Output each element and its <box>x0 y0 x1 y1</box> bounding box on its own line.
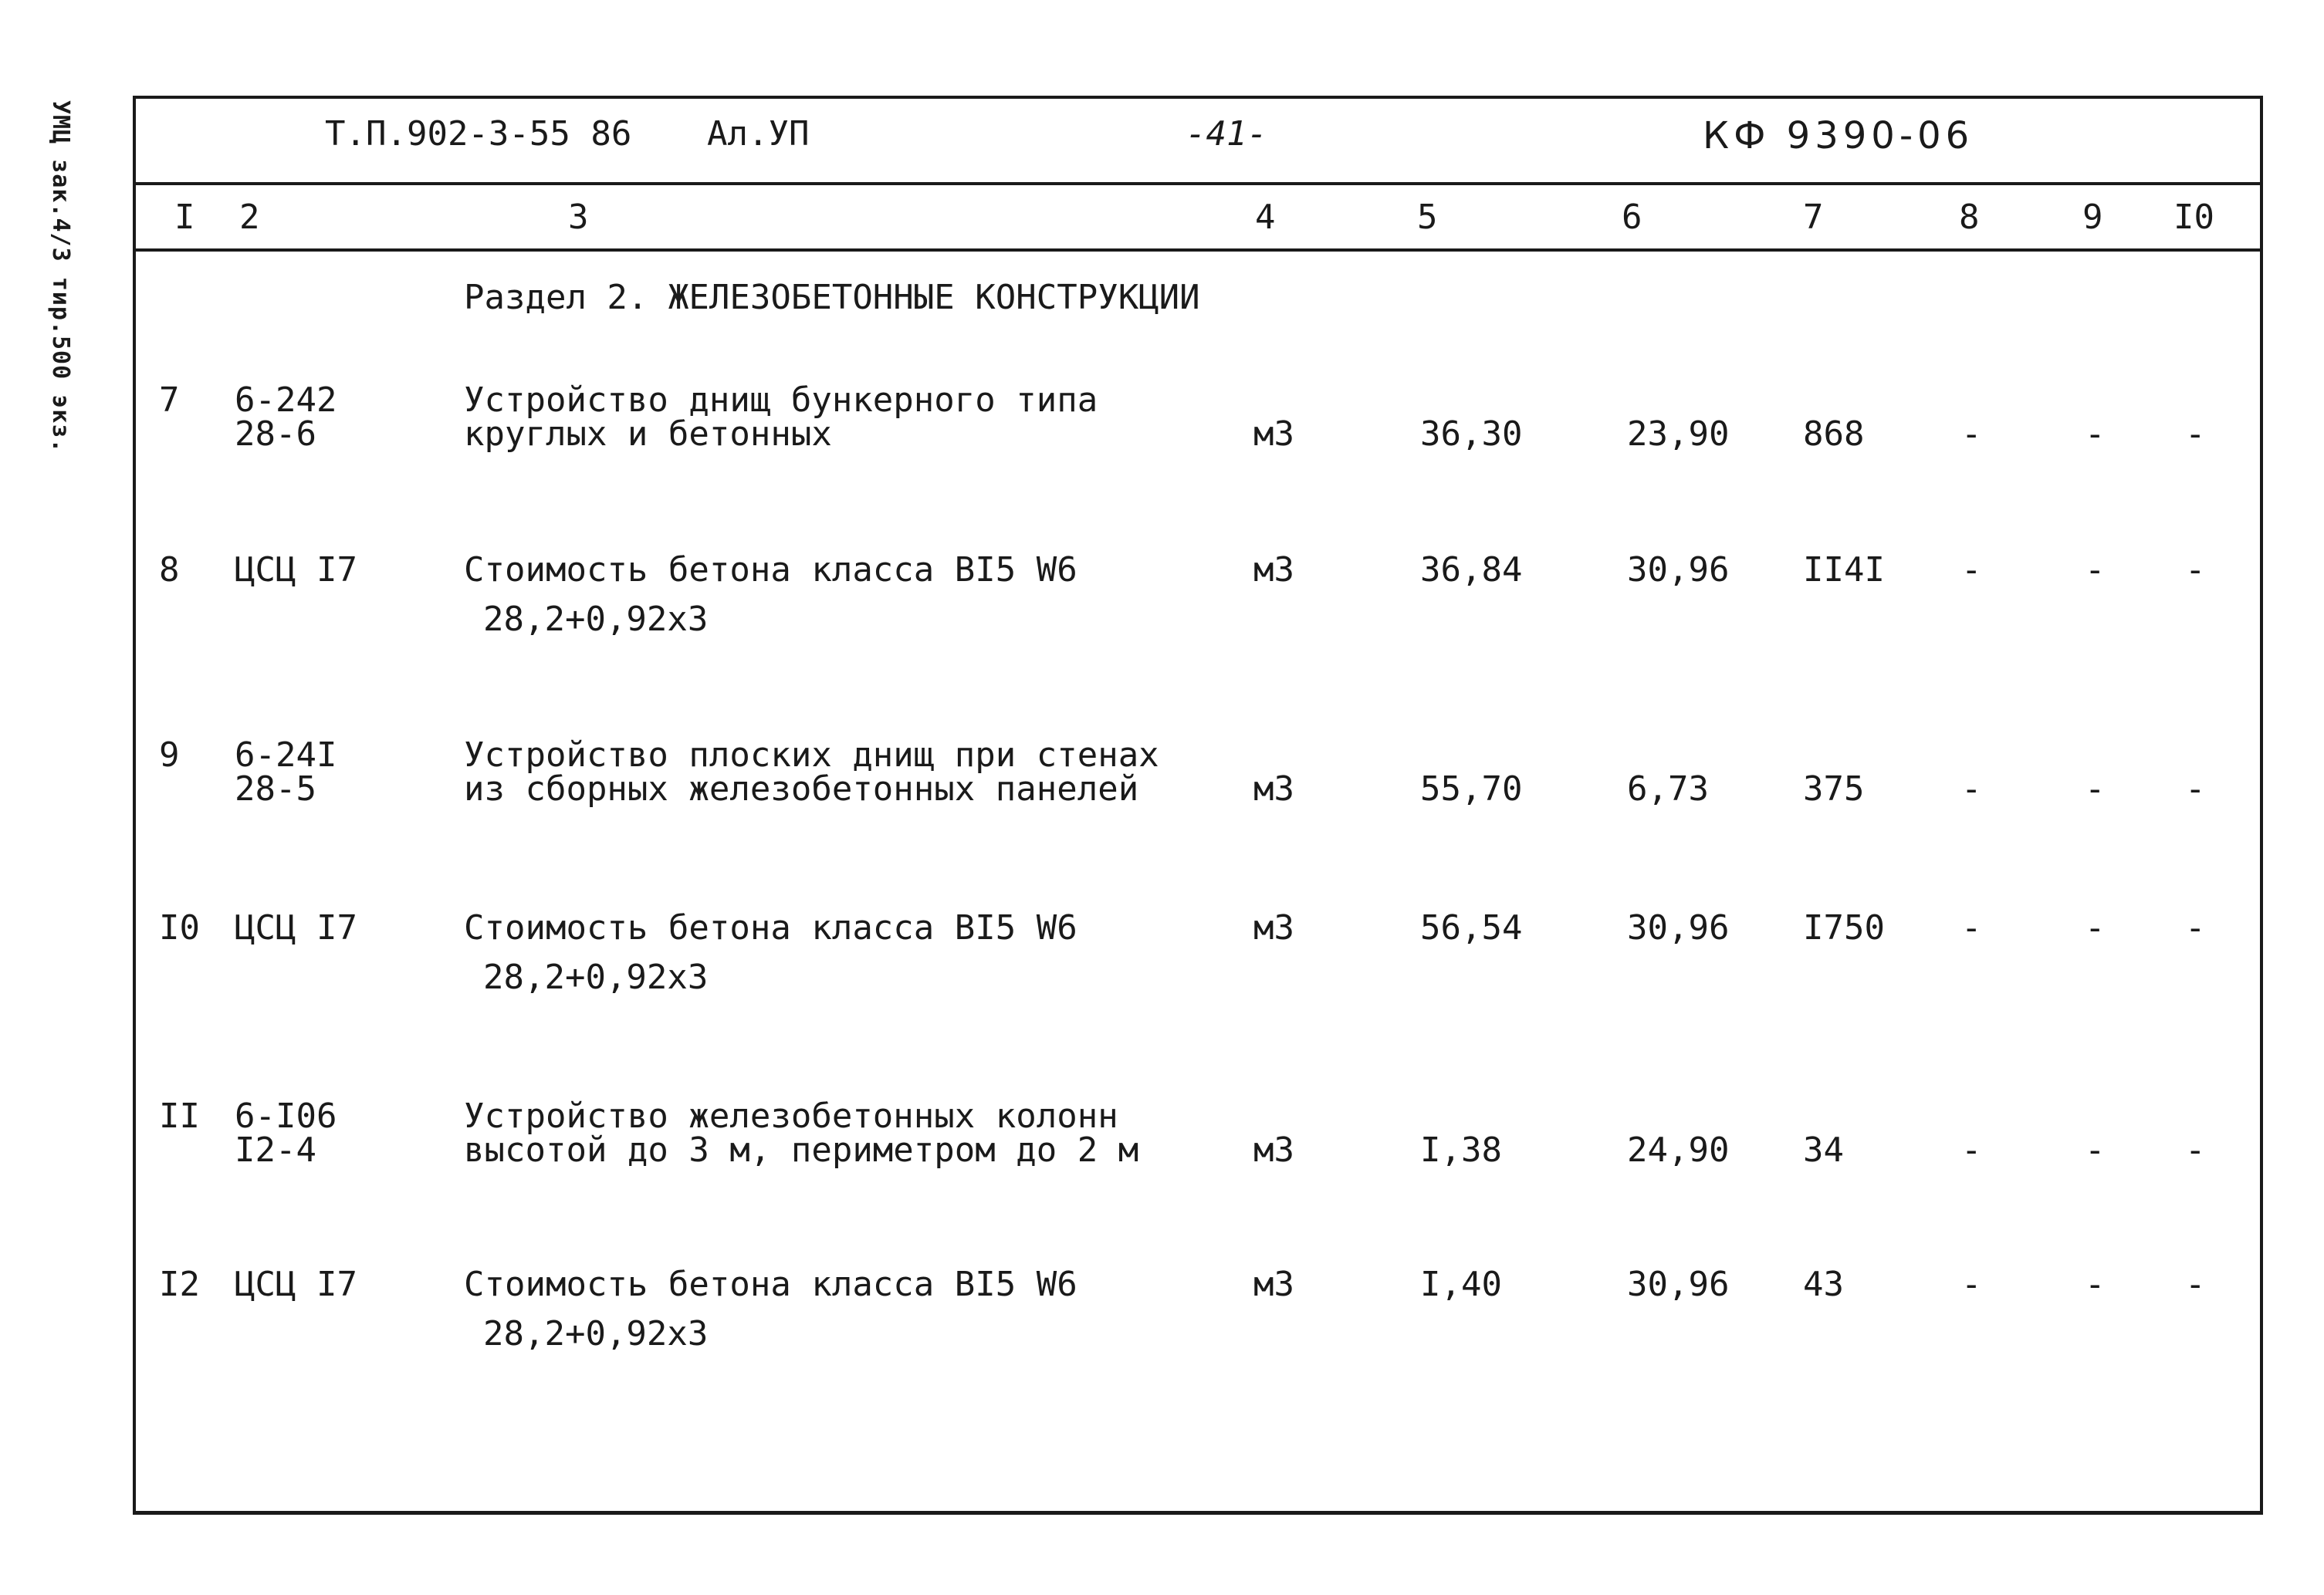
row-total: 375 <box>1803 769 1865 809</box>
header-divider <box>136 182 2260 185</box>
row-qty: 55,70 <box>1420 769 1523 809</box>
column-header: 2 <box>239 198 260 237</box>
row-description-sub: из сборных железобетонных панелей <box>464 769 1139 809</box>
row-description-sub: 28,2+0,92x3 <box>483 1314 709 1353</box>
row-col9: - <box>2085 769 2106 809</box>
column-header: 6 <box>1622 198 1642 237</box>
row-code: ЦСЦ I7 <box>235 908 357 948</box>
document-frame <box>133 96 2263 1515</box>
row-price: 6,73 <box>1627 769 1709 809</box>
row-code: 6-24I <box>235 735 337 775</box>
row-number: II <box>159 1097 200 1136</box>
row-price: 23,90 <box>1627 414 1730 454</box>
row-total: 43 <box>1803 1265 1844 1304</box>
project-code: Т.П.902-3-55 86 <box>325 114 632 154</box>
row-price: 30,96 <box>1627 1265 1730 1304</box>
column-header: 5 <box>1417 198 1438 237</box>
row-total: 34 <box>1803 1130 1844 1170</box>
row-col9: - <box>2085 550 2106 590</box>
row-unit: м3 <box>1253 414 1294 454</box>
row-description: Устройство железобетонных колонн <box>464 1097 1118 1136</box>
row-col8: - <box>1961 1130 1982 1170</box>
row-col10: - <box>2185 1265 2206 1304</box>
column-header: 8 <box>1959 198 1980 237</box>
row-unit: м3 <box>1253 769 1294 809</box>
row-code: 6-242 <box>235 380 337 420</box>
row-qty: I,40 <box>1420 1265 1502 1304</box>
page-number: -41- <box>1186 114 1267 154</box>
row-col8: - <box>1961 550 1982 590</box>
row-qty: 56,54 <box>1420 908 1523 948</box>
column-header: 3 <box>568 198 589 237</box>
row-description-sub: круглых и бетонных <box>464 414 832 454</box>
row-col9: - <box>2085 908 2106 948</box>
column-header: 7 <box>1803 198 1824 237</box>
row-code-sub: I2-4 <box>235 1130 316 1170</box>
row-col8: - <box>1961 1265 1982 1304</box>
row-qty: I,38 <box>1420 1130 1502 1170</box>
row-total: I750 <box>1803 908 1885 948</box>
row-qty: 36,30 <box>1420 414 1523 454</box>
row-description: Устройство плоских днищ при стенах <box>464 735 1159 775</box>
row-description: Стоимость бетона класса BI5 W6 <box>464 908 1077 948</box>
section-title: Раздел 2. ЖЕЛЕЗОБЕТОННЫЕ КОНСТРУКЦИИ <box>464 278 1200 317</box>
document-id: КФ 9390-06 <box>1703 114 1974 157</box>
row-total: II4I <box>1803 550 1885 590</box>
row-description-sub: высотой до 3 м, периметром до 2 м <box>464 1130 1139 1170</box>
row-code: ЦСЦ I7 <box>235 1265 357 1304</box>
row-code: 6-I06 <box>235 1097 337 1136</box>
row-description: Стоимость бетона класса BI5 W6 <box>464 1265 1077 1304</box>
album-number: Ал.УП <box>707 114 810 154</box>
row-col9: - <box>2085 1265 2106 1304</box>
column-header: 4 <box>1255 198 1276 237</box>
row-col8: - <box>1961 769 1982 809</box>
row-code-sub: 28-6 <box>235 414 316 454</box>
row-unit: м3 <box>1253 550 1294 590</box>
row-col10: - <box>2185 1130 2206 1170</box>
row-col10: - <box>2185 550 2206 590</box>
row-description: Устройство днищ бункерного типа <box>464 380 1098 420</box>
row-price: 24,90 <box>1627 1130 1730 1170</box>
column-header: 9 <box>2082 198 2103 237</box>
row-unit: м3 <box>1253 908 1294 948</box>
row-number: I0 <box>159 908 200 948</box>
row-col9: - <box>2085 1130 2106 1170</box>
column-header: I <box>174 198 195 237</box>
row-number: 7 <box>159 380 180 420</box>
row-number: 9 <box>159 735 180 775</box>
row-unit: м3 <box>1253 1265 1294 1304</box>
row-col8: - <box>1961 414 1982 454</box>
row-col10: - <box>2185 414 2206 454</box>
row-qty: 36,84 <box>1420 550 1523 590</box>
row-number: 8 <box>159 550 180 590</box>
side-note: УМЦ зак.4/3 тир.500 экз. <box>47 100 74 454</box>
column-header-divider <box>136 248 2260 252</box>
row-price: 30,96 <box>1627 908 1730 948</box>
row-code: ЦСЦ I7 <box>235 550 357 590</box>
row-description: Стоимость бетона класса BI5 W6 <box>464 550 1077 590</box>
row-total: 868 <box>1803 414 1865 454</box>
row-col9: - <box>2085 414 2106 454</box>
column-header: I0 <box>2173 198 2214 237</box>
row-price: 30,96 <box>1627 550 1730 590</box>
row-col10: - <box>2185 908 2206 948</box>
row-col8: - <box>1961 908 1982 948</box>
row-col10: - <box>2185 769 2206 809</box>
row-description-sub: 28,2+0,92x3 <box>483 958 709 997</box>
row-unit: м3 <box>1253 1130 1294 1170</box>
row-code-sub: 28-5 <box>235 769 316 809</box>
row-description-sub: 28,2+0,92x3 <box>483 600 709 639</box>
row-number: I2 <box>159 1265 200 1304</box>
